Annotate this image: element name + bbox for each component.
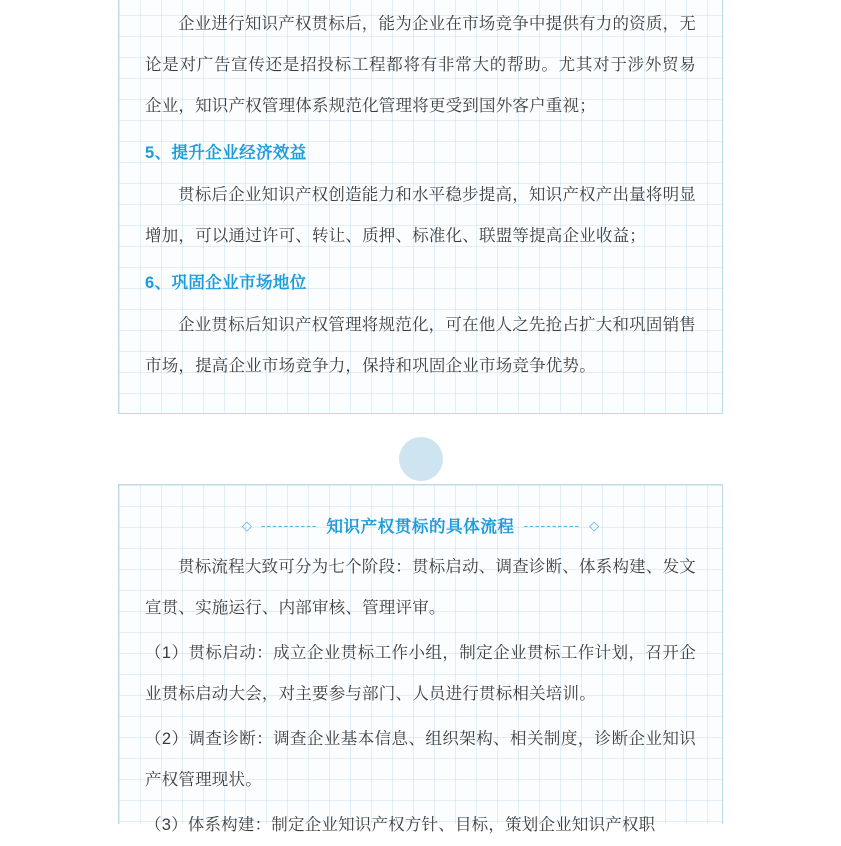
paragraph-process-overview: 贯标流程大致可分为七个阶段：贯标启动、调查诊断、体系构建、发文宣贯、实施运行、内部审核、管理评审。 xyxy=(145,558,696,617)
heading-benefit-5: 5、提升企业经济效益 xyxy=(145,144,307,162)
paragraph-process-step-3: （3）体系构建：制定企业知识产权方针、目标，策划企业知识产权职 xyxy=(145,816,656,834)
decorative-circle xyxy=(399,437,443,481)
paragraph-process-step-2: （2）调查诊断：调查企业基本信息、组织架构、相关制度，诊断企业知识产权管理现状。 xyxy=(145,730,696,789)
content-card-bottom xyxy=(118,484,723,834)
dashes-right-decoration: ---------- xyxy=(523,517,581,533)
content-card-top xyxy=(118,0,723,414)
diamond-right-icon: ◇ xyxy=(589,517,600,533)
section-heading-process xyxy=(145,513,696,537)
paragraph-benefit-5: 贯标后企业知识产权创造能力和水平稳步提高，知识产权产出量将明显增加，可以通过许可、转让、质押、标准化、联盟等提高企业收益； xyxy=(145,186,696,245)
paragraph-benefit-6: 企业贯标后知识产权管理将规范化，可在他人之先抢占扩大和巩固销售市场，提高企业市场竞争力，保持和巩固企业市场竞争优势。 xyxy=(145,316,696,375)
heading-benefit-6: 6、巩固企业市场地位 xyxy=(145,274,307,292)
paragraph-benefit-4-continued: 企业进行知识产权贯标后，能为企业在市场竞争中提供有力的资质，无论是对广告宣传还是招投标工程都将有非常大的帮助。尤其对于涉外贸易企业，知识产权管理体系规范化管理将更受到国外客户重视； xyxy=(145,15,696,115)
section-title-text: 知识产权贯标的具体流程 xyxy=(326,518,515,536)
diamond-left-icon: ◇ xyxy=(241,517,252,533)
dashes-left-decoration: ---------- xyxy=(260,517,318,533)
paragraph-process-step-1: （1）贯标启动：成立企业贯标工作小组，制定企业贯标工作计划，召开企业贯标启动大会，对主要参与部门、人员进行贯标相关培训。 xyxy=(145,644,696,703)
